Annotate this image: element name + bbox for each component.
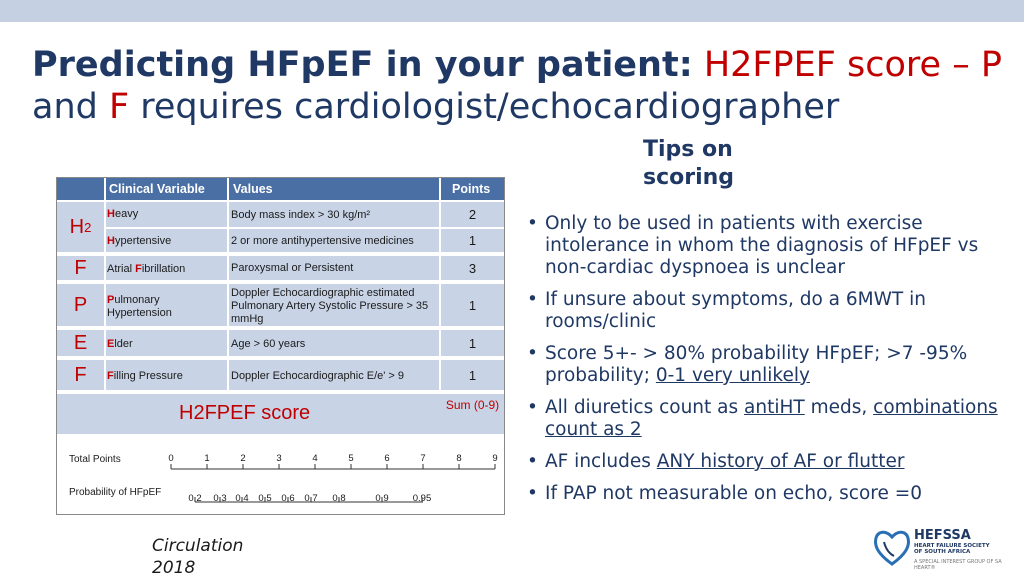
tip-text: meds, — [810, 397, 868, 418]
logo-name: HEFSSA — [914, 528, 971, 543]
header-values: Values — [233, 182, 273, 196]
row-letter: P — [73, 293, 88, 316]
row-variable: Atrial Fibrillation — [107, 263, 186, 275]
probability-scale — [57, 436, 504, 514]
title-bold: Predicting HFpEF in your patient: — [32, 45, 693, 85]
total-points-value: 6 — [384, 453, 390, 464]
tip-item — [527, 213, 1007, 279]
row-points: 2 — [468, 207, 477, 222]
row-letter: F — [74, 256, 87, 279]
column-divider — [227, 178, 229, 392]
citation: Circulation 2018 — [152, 536, 244, 578]
tip-item — [527, 451, 1007, 473]
tip-underlined: 0-1 very unlikely — [655, 365, 810, 386]
slide-title — [32, 44, 1012, 128]
total-points-value: 9 — [492, 453, 498, 464]
table-row-f-filling — [57, 360, 504, 392]
tips-heading: Tips on scoring — [643, 137, 735, 190]
tip-text: Score 5+- > 80% probability HFpEF; >7 -95% probability; — [545, 343, 968, 386]
heart-logo-icon — [872, 526, 912, 570]
top-band — [0, 0, 1024, 22]
row-points: 3 — [468, 261, 477, 276]
tip-text: All diuretics count as — [545, 397, 739, 418]
row-letter: F — [74, 363, 87, 386]
hefssa-logo — [872, 526, 1002, 572]
row-variable: Filling Pressure — [107, 370, 183, 382]
score-label: H2FPEF score — [179, 402, 311, 424]
table-row-h2 — [57, 202, 504, 254]
header-points: Points — [452, 182, 491, 196]
tip-item — [527, 397, 1007, 441]
row-points: 1 — [468, 298, 477, 313]
total-points-value: 7 — [420, 453, 426, 464]
tip-underlined: combinations count as 2 — [545, 397, 998, 440]
probability-value: 0.2 — [188, 493, 202, 504]
h2fpef-score-table — [56, 177, 505, 515]
title-line2-a: and — [32, 87, 98, 127]
total-points-value: 4 — [312, 453, 318, 464]
row-value: 2 or more antihypertensive medicines — [231, 235, 414, 247]
total-points-value: 1 — [204, 453, 210, 464]
header-clinical-variable: Clinical Variable — [109, 182, 205, 196]
row-letter: H 2 — [69, 215, 92, 238]
row-value: Doppler Echocardiographic estimated Pulmonary Artery Systolic Pressure > 35 mmHg — [231, 287, 429, 325]
title-line2-b: requires cardiologist/echocardiographer — [140, 87, 840, 127]
row-value: Age > 60 years — [231, 338, 306, 350]
table-row-f-af — [57, 256, 504, 282]
row-divider — [104, 227, 504, 229]
row-variable: Pulmonary Hypertension — [107, 294, 172, 319]
table-row-e — [57, 330, 504, 358]
total-points-value: 0 — [168, 453, 174, 464]
row-variable: Heavy — [107, 208, 139, 220]
row-points: 1 — [468, 233, 477, 248]
score-row — [57, 394, 504, 434]
row-variable: Elder — [107, 338, 133, 350]
probability-value: 0.3 — [213, 493, 227, 504]
row-variable: Hypertensive — [107, 235, 172, 247]
total-points-label: Total Points — [69, 454, 121, 465]
row-value: Doppler Echocardiographic E/e' > 9 — [231, 370, 405, 382]
logo-subtitle: HEART FAILURE SOCIETY OF SOUTH AFRICA — [914, 543, 990, 555]
table-header — [57, 178, 504, 200]
probability-label: Probability of HFpEF — [69, 487, 162, 498]
sum-label: Sum (0-9) — [445, 398, 500, 412]
title-red-1: H2FPEF score – P — [703, 45, 1002, 85]
tip-item — [527, 483, 1007, 505]
probability-value: 0.7 — [304, 493, 318, 504]
row-value: Body mass index > 30 kg/m² — [231, 209, 371, 221]
table-row-p — [57, 284, 504, 328]
probability-value: 0.4 — [235, 493, 249, 504]
tip-text: If PAP not measurable on echo, score =0 — [545, 483, 923, 504]
total-points-value: 8 — [456, 453, 462, 464]
column-divider — [104, 178, 106, 392]
probability-value: 0.9 — [375, 493, 389, 504]
tip-text: If unsure about symptoms, do a 6MWT in rooms/clinic — [545, 289, 926, 332]
tip-underlined: ANY history of AF or flutter — [656, 451, 905, 472]
title-red-2: F — [109, 87, 130, 127]
total-points-value: 2 — [240, 453, 246, 464]
row-points: 1 — [468, 368, 477, 383]
tip-underlined: antiHT — [744, 397, 805, 418]
row-points: 1 — [468, 336, 477, 351]
logo-tagline: A SPECIAL INTEREST GROUP OF SA HEART® — [914, 559, 1002, 571]
tip-text: Only to be used in patients with exercise intolerance in whom the diagnosis of HFpEF vs non-cardiac dyspnoea is unclear — [545, 213, 979, 278]
tip-item — [527, 289, 1007, 333]
row-letter: E — [73, 331, 88, 354]
tip-item — [527, 343, 1007, 387]
total-points-value: 3 — [276, 453, 282, 464]
tip-text: AF includes — [545, 451, 651, 472]
probability-value: 0.5 — [258, 493, 272, 504]
tips-list — [527, 213, 1007, 515]
probability-value: 0.95 — [412, 493, 432, 504]
row-value: Paroxysmal or Persistent — [231, 262, 354, 274]
total-points-value: 5 — [348, 453, 354, 464]
probability-value: 0.8 — [332, 493, 346, 504]
probability-value: 0.6 — [281, 493, 295, 504]
